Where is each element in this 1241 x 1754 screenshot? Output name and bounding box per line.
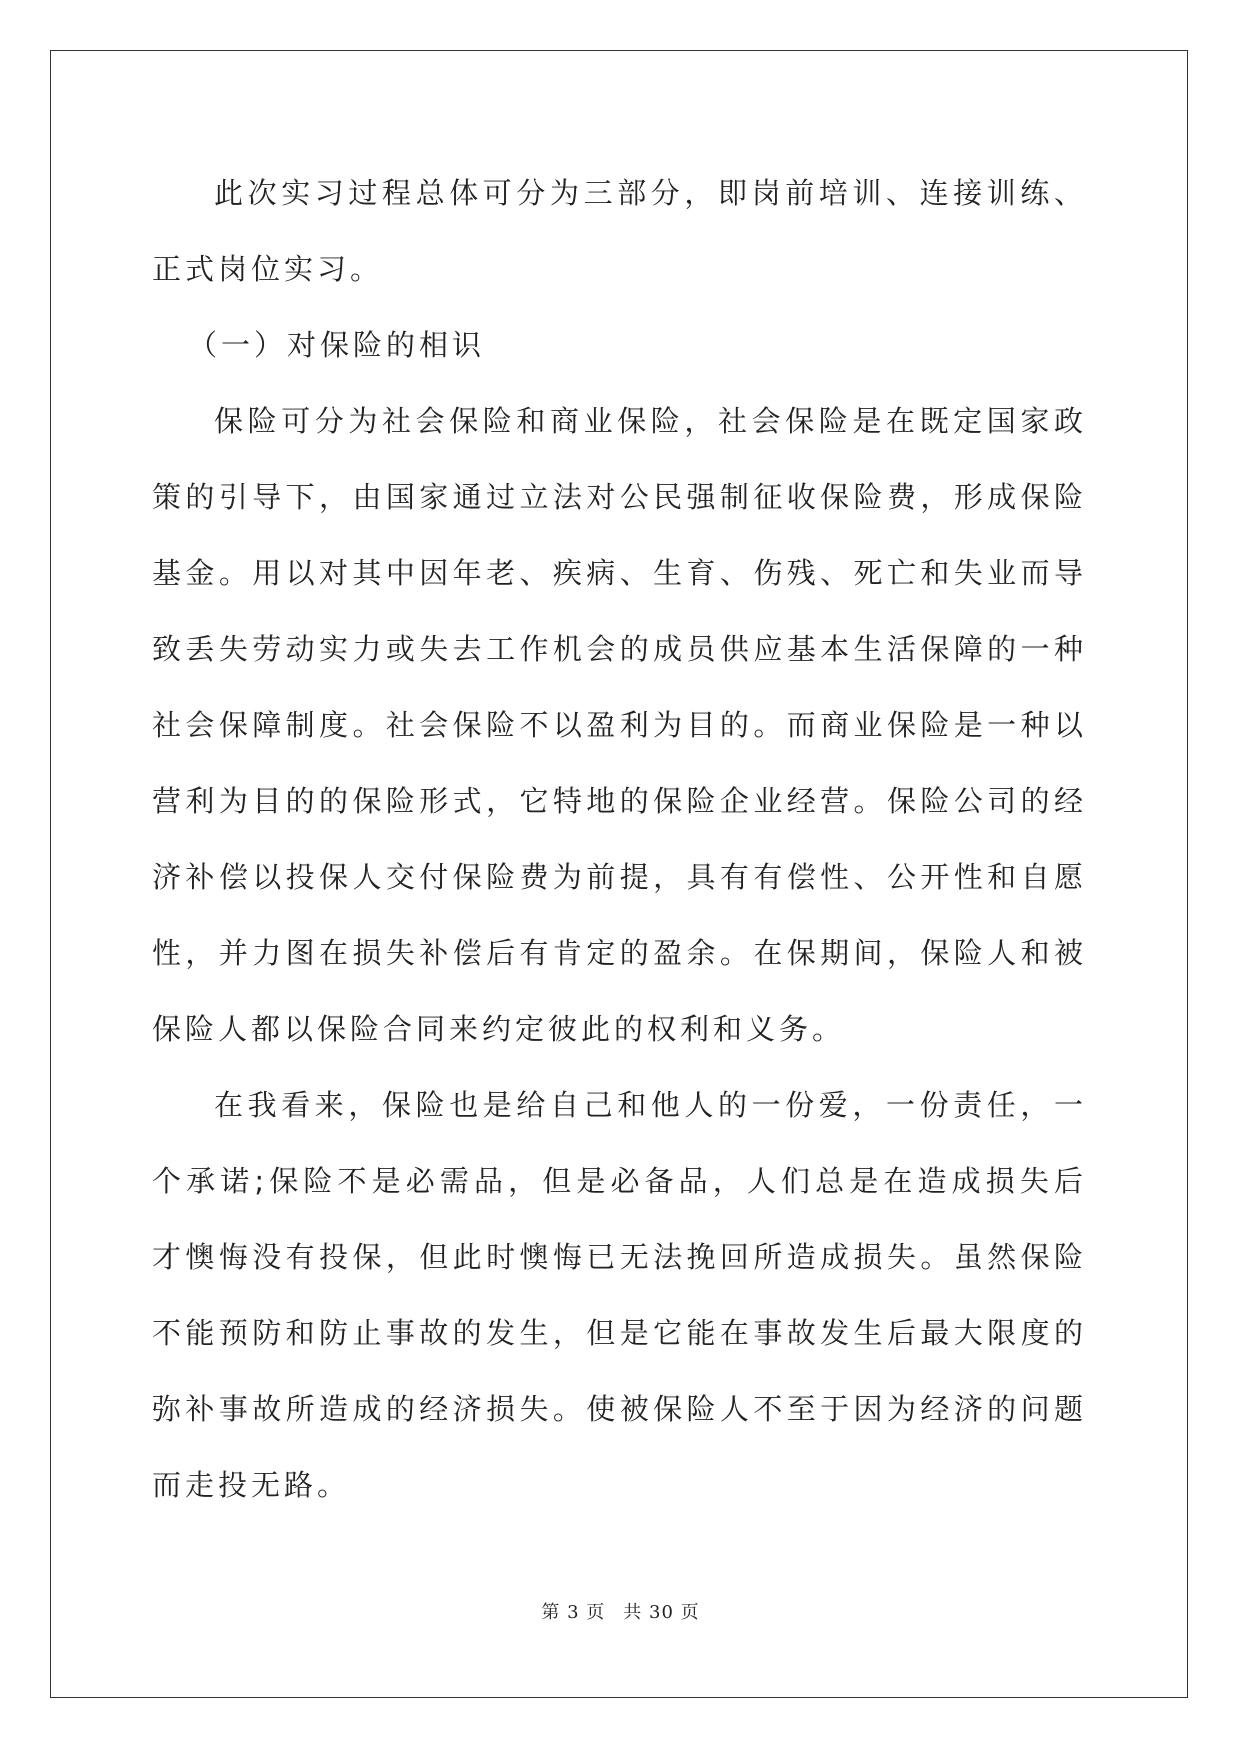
section-heading: （一）对保险的相识 <box>188 328 486 362</box>
paragraph-intro: 此次实习过程总体可分为三部分，即岗前培训、连接训练、正式岗位实习。 <box>152 176 1087 286</box>
paragraph-insurance-types: 保险可分为社会保险和商业保险，社会保险是在既定国家政策的引导下，由国家通过立法对公民强制征收保险费，形成保险基金。用以对其中因年老、疾病、生育、伤残、死亡和失业而导致丢失劳动实力或失去工作机会的成员供应基本生活保障的一种社会保障制度。社会保险不以盈利为目的。而商业保险是一种以营利为目的的保险形式，它特地的保险企业经营。保险公司的经济补偿以投保人交付保险费为前提，具有有偿性、公开性和自愿性，并力图在损失补偿后有肯定的盈余。在保期间，保险人和被保险人都以保险合同来约定彼此的权利和义务。 <box>152 404 1087 1046</box>
paragraph-personal-view: 在我看来，保险也是给自己和他人的一份爱，一份责任，一个承诺;保险不是必需品，但是必备品，人们总是在造成损失后才懊悔没有投保，但此时懊悔已无法挽回所造成损失。虽然保险不能预防和防止事故的发生，但是它能在事故发生后最大限度的弥补事故所造成的经济损失。使被保险人不至于因为经济的问题而走投无路。 <box>152 1088 1087 1502</box>
page-total: 共 30 页 <box>623 1602 700 1623</box>
document-body <box>152 155 1087 1523</box>
page-number: 第 3 页 <box>541 1602 606 1623</box>
page-footer <box>0 1598 1241 1624</box>
